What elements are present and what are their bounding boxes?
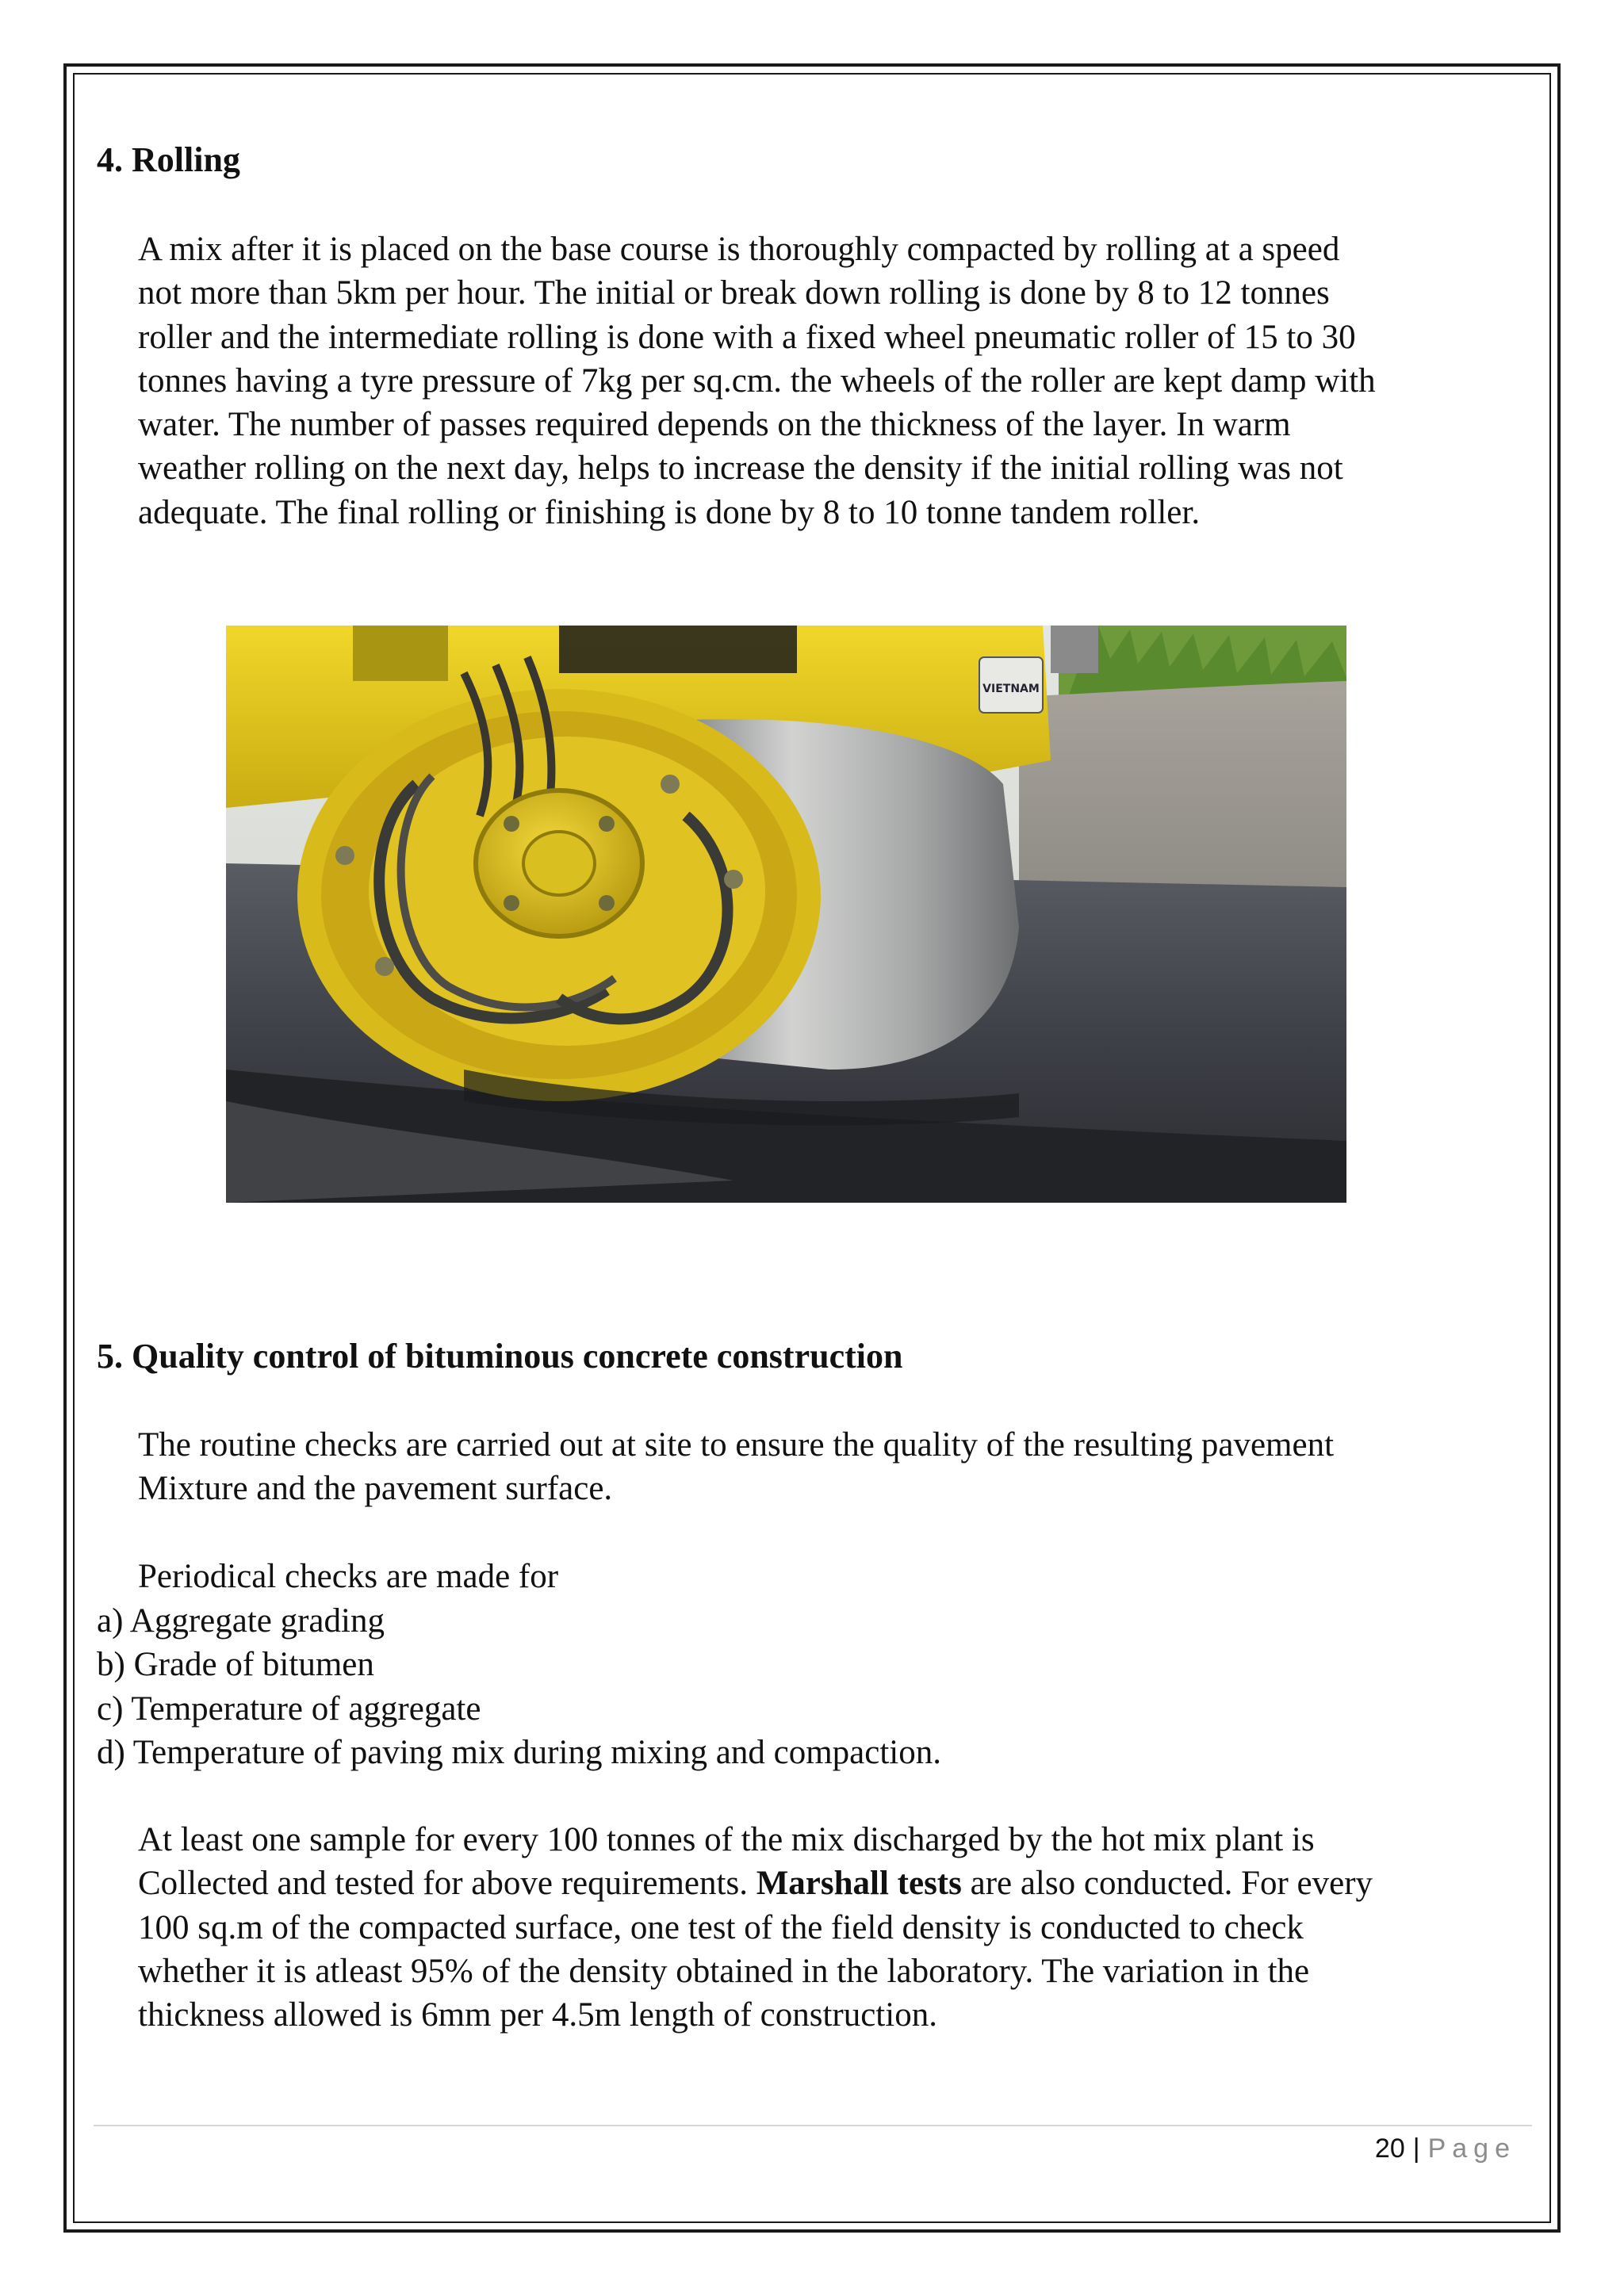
paragraph-line: 100 sq.m of the compacted surface, one test of the field density is conducted to check [138, 1908, 1304, 1946]
paragraph-line: Mixture and the pavement surface. [138, 1470, 613, 1508]
periodical-checks-list [97, 1599, 941, 1774]
road-roller-photo [226, 626, 1346, 1203]
paragraph-line: not more than 5km per hour. The initial or break down rolling is done by 8 to 12 tonnes [138, 274, 1330, 312]
paragraph-line: The routine checks are carried out at site to ensure the quality of the resulting pavement [138, 1426, 1335, 1464]
footer-divider [94, 2125, 1532, 2126]
page-label: Page [1427, 2133, 1516, 2164]
roller-badge-text: VIETNAM [982, 683, 1040, 695]
list-item: c) Temperature of aggregate [97, 1689, 481, 1728]
sampling-paragraph [138, 1818, 1534, 2037]
sampling-text: Collected and tested for above requirements. [138, 1865, 756, 1903]
paragraph-line: tonnes having a tyre pressure of 7kg per sq.cm. the wheels of the roller are kept damp with [138, 362, 1376, 400]
paragraph-line: A mix after it is placed on the base course is thoroughly compacted by rolling at a speed [138, 231, 1340, 268]
section-heading-rolling: 4. Rolling [97, 140, 240, 179]
paragraph-line: whether it is atleast 95% of the density obtained in the laboratory. The variation in the [138, 1952, 1310, 1990]
paragraph-line: roller and the intermediate rolling is done with a fixed wheel pneumatic roller of 15 to 30 [138, 318, 1356, 356]
list-item: a) Aggregate grading [97, 1602, 385, 1640]
paragraph-line: thickness allowed is 6mm per 4.5m length of construction. [138, 1996, 937, 2034]
list-item: d) Temperature of paving mix during mixing and compaction. [97, 1733, 941, 1771]
paragraph-line: At least one sample for every 100 tonnes of the mix discharged by the hot mix plant is [138, 1821, 1315, 1858]
sampling-text: are also conducted. For every [961, 1865, 1373, 1903]
paragraph-line [138, 1862, 1534, 1905]
page-footer [1375, 2131, 1516, 2166]
paragraph-line: water. The number of passes required depends on the thickness of the layer. In warm [138, 406, 1291, 444]
paragraph-line: Periodical checks are made for [138, 1558, 559, 1595]
marshall-tests-emphasis: Marshall tests [756, 1865, 962, 1903]
paragraph-line: weather rolling on the next day, helps to increase the density if the initial rolling was not [138, 450, 1343, 488]
road-roller-illustration [226, 626, 1346, 1203]
list-item: b) Grade of bitumen [97, 1646, 374, 1684]
page-number: 20 [1374, 2133, 1405, 2164]
quality-intro-paragraph [138, 1423, 1534, 1511]
rolling-paragraph [138, 228, 1534, 534]
section-heading-quality-control: 5. Quality control of bituminous concrete construction [97, 1337, 903, 1376]
paragraph-line: adequate. The final rolling or finishing is done by 8 to 10 tonne tandem roller. [138, 493, 1201, 531]
checks-intro-text [138, 1555, 1534, 1598]
footer-separator: | [1412, 2133, 1420, 2164]
